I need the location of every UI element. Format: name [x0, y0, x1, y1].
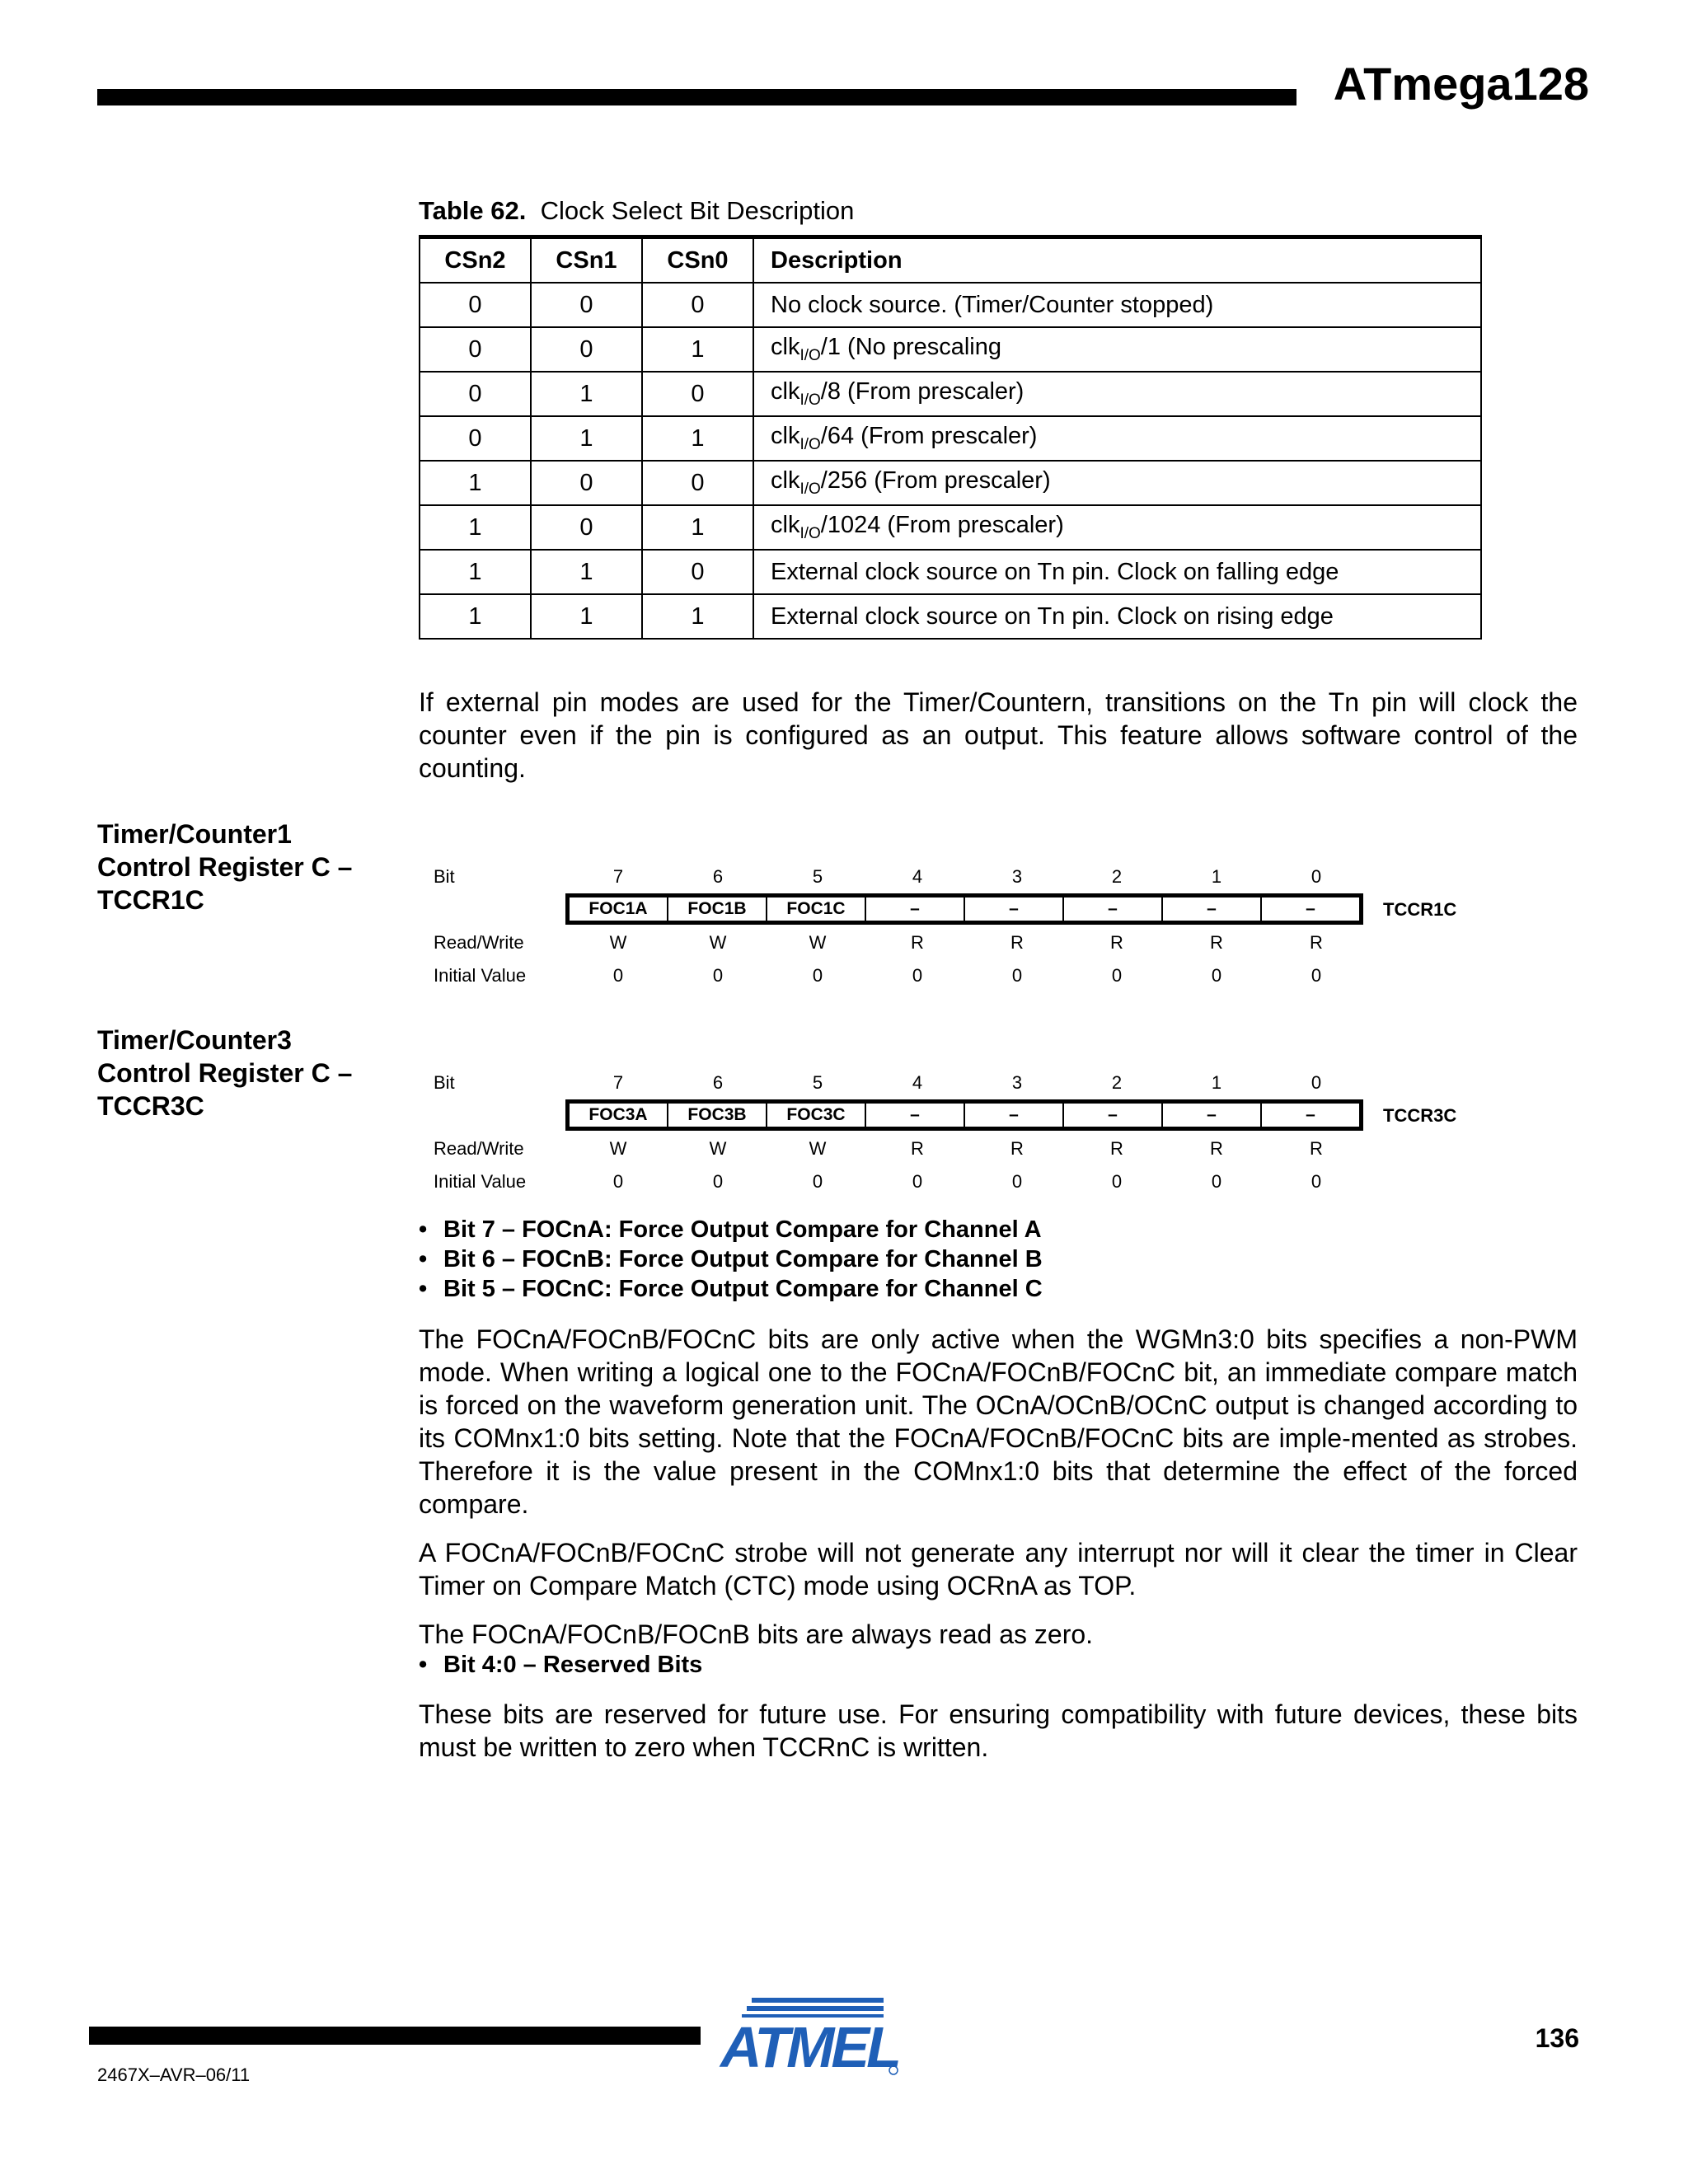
- column-header: CSn0: [642, 237, 753, 284]
- read-write-value: R: [1210, 1138, 1223, 1159]
- cell-csn1: 1: [531, 594, 642, 639]
- table-row: [420, 416, 1481, 461]
- table-row: [420, 372, 1481, 416]
- cell-csn0: 0: [642, 550, 753, 594]
- cell-csn2: 1: [420, 461, 531, 505]
- section-heading-tccr1c: Timer/Counter1 Control Register C – TCCR1C: [97, 819, 353, 915]
- cell-csn0: 0: [642, 372, 753, 416]
- read-write-value: R: [1210, 932, 1223, 953]
- initial-value: 0: [712, 965, 724, 986]
- read-write-value: W: [809, 932, 827, 953]
- table-row: [420, 550, 1481, 594]
- cell-csn1: 0: [531, 505, 642, 550]
- read-write-value: R: [1010, 932, 1024, 953]
- bullet-item: • Bit 5 – FOCnC: Force Output Compare for Channel C: [419, 1276, 1043, 1302]
- read-write-label: Read/Write: [434, 1138, 524, 1159]
- register-bit: FOC3A: [570, 1104, 668, 1127]
- bit-number: 4: [912, 1072, 923, 1093]
- cell-description: clk$_{I/O}$/256 (From prescaler): [753, 461, 1481, 505]
- cell-csn0: 1: [642, 505, 753, 550]
- register-bit: FOC3C: [767, 1104, 866, 1127]
- initial-value: 0: [1111, 965, 1123, 986]
- read-write-value: R: [1110, 932, 1123, 953]
- register-bit: –: [965, 898, 1064, 921]
- bit-number: 3: [1011, 866, 1023, 887]
- bit-label: Bit: [434, 866, 455, 887]
- bit-number: 6: [712, 1072, 724, 1093]
- bit-number: 2: [1111, 866, 1123, 887]
- cell-csn1: 0: [531, 327, 642, 372]
- cell-description: No clock source. (Timer/Counter stopped): [753, 283, 1481, 327]
- register-bits-box: [565, 1099, 1363, 1131]
- bit-number: 7: [612, 866, 624, 887]
- paragraph-reserved-bits: These bits are reserved for future use. For ensuring compatibility with future devices, these bits must be written to zero when TCCRnC is written.: [419, 1699, 1578, 1762]
- page-number: 136: [1535, 2023, 1579, 2053]
- cell-csn2: 1: [420, 550, 531, 594]
- read-write-value: W: [709, 932, 727, 953]
- read-write-value: R: [911, 932, 924, 953]
- paragraph-foc-description: The FOCnA/FOCnB/FOCnC bits are only active when the WGMn3:0 bits specifies a non-PWM mode. When writing a logical one to the FOCnA/FOCnB/FOCnC bit, an immediate compare match is forced on the waveform generation unit. The OCnA/OCnB/OCnC output is changed according to its COMnx1:0 bits setting. Note that the FOCnA/FOCnB/FOCnC bits are imple-mented as strobes. Therefore it is the value present in the COMnx1:0 bits that determine the effect of the forced compare.: [419, 1324, 1578, 1519]
- paragraph-foc-strobe: A FOCnA/FOCnB/FOCnC strobe will not generate any interrupt nor will it clear the timer in Clear Timer on Compare Match (CTC) mode using OCRnA as TOP.: [419, 1538, 1578, 1601]
- bit-number: 4: [912, 866, 923, 887]
- initial-value: 0: [612, 965, 624, 986]
- initial-value: 0: [1011, 1171, 1023, 1192]
- bit-number: 3: [1011, 1072, 1023, 1093]
- table-row: [420, 283, 1481, 327]
- section-heading-tccr3c: Timer/Counter3 Control Register C – TCCR3C: [97, 1025, 353, 1121]
- bullet-item: • Bit 6 – FOCnB: Force Output Compare for Channel B: [419, 1246, 1043, 1272]
- read-write-value: R: [1010, 1138, 1024, 1159]
- bullet-symbol: •: [419, 1276, 428, 1302]
- cell-csn0: 1: [642, 594, 753, 639]
- bullet-symbol: •: [419, 1246, 428, 1272]
- bit-number: 2: [1111, 1072, 1123, 1093]
- register-bit: FOC3B: [668, 1104, 767, 1127]
- cell-csn1: 1: [531, 416, 642, 461]
- cell-description: clk$_{I/O}$/1024 (From prescaler): [753, 505, 1481, 550]
- clock-select-table: [419, 235, 1482, 640]
- initial-value: 0: [812, 965, 823, 986]
- register-bit: –: [965, 1104, 1064, 1127]
- register-bit: –: [1306, 1105, 1315, 1124]
- bit-number: 5: [812, 866, 823, 887]
- register-bit: –: [866, 898, 965, 921]
- column-header: Description: [753, 237, 1481, 284]
- read-write-value: W: [609, 1138, 627, 1159]
- bit-number: 0: [1311, 1072, 1322, 1093]
- cell-csn2: 0: [420, 327, 531, 372]
- cell-csn2: 0: [420, 283, 531, 327]
- register-bit: FOC1A: [570, 898, 668, 921]
- initial-value: 0: [1311, 965, 1322, 986]
- table-header-row: [420, 237, 1481, 284]
- bullet-symbol: •: [419, 1652, 428, 1678]
- footer-rule: [89, 2027, 701, 2045]
- read-write-value: R: [1310, 932, 1323, 953]
- cell-description: External clock source on Tn pin. Clock on falling edge: [753, 550, 1481, 594]
- initial-value: 0: [712, 1171, 724, 1192]
- column-header: CSn2: [420, 237, 531, 284]
- bit-number: 7: [612, 1072, 624, 1093]
- cell-csn1: 1: [531, 550, 642, 594]
- read-write-value: W: [709, 1138, 727, 1159]
- initial-value: 0: [1011, 965, 1023, 986]
- read-write-value: W: [609, 932, 627, 953]
- cell-description: External clock source on Tn pin. Clock on rising edge: [753, 594, 1481, 639]
- cell-csn2: 0: [420, 372, 531, 416]
- svg-text:ATMEL: ATMEL: [720, 2015, 898, 2077]
- initial-value: 0: [912, 965, 923, 986]
- initial-value: 0: [1211, 965, 1222, 986]
- initial-value: 0: [912, 1171, 923, 1192]
- table-row: [420, 461, 1481, 505]
- paragraph-foc-read-zero: The FOCnA/FOCnB/FOCnB bits are always read as zero.: [419, 1619, 1094, 1649]
- initial-value-label: Initial Value: [434, 1171, 527, 1192]
- bit-number: 5: [812, 1072, 823, 1093]
- cell-csn0: 1: [642, 327, 753, 372]
- paragraph-external-pin: If external pin modes are used for the Timer/Countern, transitions on the Tn pin will clock the counter even if the pin is configured as an output. This feature allows software control of the counting.: [419, 687, 1578, 783]
- read-write-value: W: [809, 1138, 827, 1159]
- register-bit: FOC1C: [767, 898, 866, 921]
- atmel-logo: [719, 1994, 917, 2081]
- initial-value-label: Initial Value: [434, 965, 527, 986]
- cell-csn2: 0: [420, 416, 531, 461]
- register-name: TCCR3C: [1383, 1105, 1457, 1126]
- register-bit: FOC1B: [668, 898, 767, 921]
- bullet-item: • Bit 7 – FOCnA: Force Output Compare for Channel A: [419, 1216, 1042, 1243]
- table-caption: [419, 196, 854, 226]
- read-write-label: Read/Write: [434, 932, 524, 953]
- register-bit: –: [1306, 899, 1315, 918]
- register-bit: –: [1163, 1104, 1262, 1127]
- document-code: 2467X–AVR–06/11: [97, 2064, 251, 2085]
- bit-number: 1: [1211, 1072, 1222, 1093]
- register-bit: –: [1064, 1104, 1163, 1127]
- cell-description: clk$_{I/O}$/64 (From prescaler): [753, 416, 1481, 461]
- bit-number: 1: [1211, 866, 1222, 887]
- document-title: ATmega128: [1333, 58, 1589, 110]
- table-row: [420, 594, 1481, 639]
- cell-csn0: 1: [642, 416, 753, 461]
- table-row: [420, 327, 1481, 372]
- register-bit: –: [866, 1104, 965, 1127]
- initial-value: 0: [1311, 1171, 1322, 1192]
- header-rule: [97, 89, 1296, 105]
- cell-csn0: 0: [642, 461, 753, 505]
- column-header: CSn1: [531, 237, 642, 284]
- bullet-item: • Bit 4:0 – Reserved Bits: [419, 1652, 703, 1678]
- table-row: [420, 505, 1481, 550]
- cell-csn1: 1: [531, 372, 642, 416]
- read-write-value: R: [1310, 1138, 1323, 1159]
- cell-csn1: 0: [531, 461, 642, 505]
- read-write-value: R: [911, 1138, 924, 1159]
- cell-csn2: 1: [420, 505, 531, 550]
- bullet-symbol: •: [419, 1216, 428, 1243]
- initial-value: 0: [812, 1171, 823, 1192]
- initial-value: 0: [1211, 1171, 1222, 1192]
- register-bit: –: [1064, 898, 1163, 921]
- register-bit: –: [1163, 898, 1262, 921]
- cell-description: clk$_{I/O}$/1 (No prescaling: [753, 327, 1481, 372]
- table-caption-label: Table 62.: [419, 196, 527, 225]
- initial-value: 0: [612, 1171, 624, 1192]
- read-write-value: R: [1110, 1138, 1123, 1159]
- cell-description: clk$_{I/O}$/8 (From prescaler): [753, 372, 1481, 416]
- bit-label: Bit: [434, 1072, 455, 1093]
- cell-csn0: 0: [642, 283, 753, 327]
- initial-value: 0: [1111, 1171, 1123, 1192]
- table-caption-text: Clock Select Bit Description: [540, 196, 855, 225]
- bit-number: 6: [712, 866, 724, 887]
- cell-csn2: 1: [420, 594, 531, 639]
- bit-number: 0: [1311, 866, 1322, 887]
- register-name: TCCR1C: [1383, 899, 1457, 920]
- register-bits-box: [565, 893, 1363, 925]
- cell-csn1: 0: [531, 283, 642, 327]
